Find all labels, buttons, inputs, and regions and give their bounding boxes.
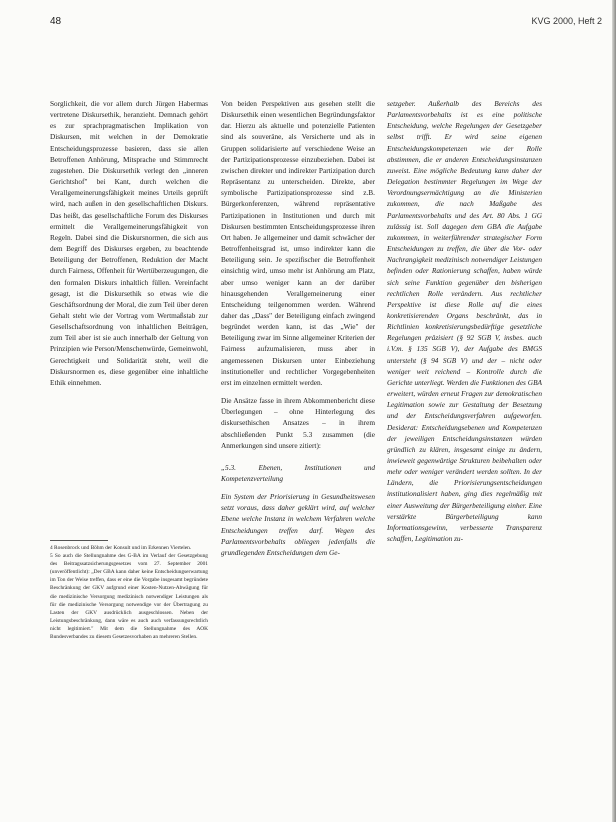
page-number: 48 — [50, 16, 62, 27]
body-paragraph: Von beiden Perspektiven aus gesehen stellt die Diskursethik einen wesentlichen Begründungsfaktor dar. Hierzu als aktuelle und potenzielle Patienten sind als souveräne, als Versicherte und als in Gruppen solidarisierte auf verschiedene Weise an der Partizipationsprozesse einzubeziehen. Dabei ist zwischen direkter und indirekter Partizipation durch Repräsentanz zu unterscheiden. Direkte, aber symbolische Partizipationsprozesse sind z.B. Bürgerkonferenzen, während repräsentative Partizipationen in Institutionen und durch mit Diskursen bestimmten Entscheidungsprozesse ihren Ort haben. Je allgemeiner und damit schwächer der Betroffenheitsgrad ist, umso indirekter kann die Beteiligung sein. Je spezifischer die Betroffenheit einsichtig wird, umso mehr ist Anhörung am Platz, aber umso weniger kann an der darüber hinausgehenden Verallgemeinerung einer Entscheidung teilgenommen werden. Während daher das „Dass" der Beteiligung einfach zwingend begründet werden kann, ist das „Wie" der Beteiligung zwar im Sinne allgemeiner Kriterien der Fairness aufzumalisieren, muss aber in angemessenen Diskursen unter Einbeziehung institutioneller und rechtlicher Vorgegebenheiten erst im einzelnen ermittelt werden. — [221, 99, 375, 387]
running-title: KVG 2000, Heft 2 — [531, 16, 602, 26]
footnotes — [50, 540, 208, 641]
body-paragraph: Die Ansätze fasse in ihrem Abkommenbericht diese Überlegungen – ohne Hinterlegung des diskursethischen Ansatzes – in ihrem abschließenden Punkt 5.3 zusammen (die Anmerkungen sind unsere zitiert): — [221, 396, 375, 450]
column-middle — [221, 98, 375, 558]
page-edge-shadow — [612, 0, 616, 822]
footnote: 4 Rosenbrock und Böhm der Konsult und im Erkennen Viertelen. — [50, 545, 192, 551]
quote-paragraph: Ein System der Priorisierung in Gesundheitswesen setzt voraus, dass daher geklärt wird, auf welcher Ebene welche Instanz in welchem Verfahren welche Entscheidungen treffen darf. Wegen des Parlamentsvorbehalts obliegen jedenfalls die grundlegenden Entscheidungen dem Ge- — [221, 492, 375, 557]
section-heading: „5.3. Ebenen, Institutionen und Kompetenzverteilung — [221, 462, 375, 483]
column-right — [387, 98, 542, 544]
body-paragraph: Sorglichkeit, die vor allem durch Jürgen Habermas vertretene Diskursethik, heranzieht. Demnach gehört es zur sprachpragmatischen Implikation von Diskursen, mit welchen in der Demokratie Entscheidungsprozesse basieren, dass sie allen Betroffenen Anhörung, Mitsprache und Stimmrecht zugestehen. Die Diskursethik verlegt den „inneren Gerichtshof" bei Kant, durch welchen die Verallgemeinerungsfähigkeit meines Urteils geprüft wird, nach außen in den gesellschaftlichen Diskurs. Das heißt, das gesellschaftliche Forum des Diskurses ermittelt die Verallgemeinerungsfähigkeit von Regeln. Dabei sind die Diskursnormen, die sich aus dem Begriff des Diskurses ergeben, zu beachtende Beteiligung der Betroffenen, Reduktion der Macht durch Fairness, Offenheit für Wertüberzeugungen, die den formalen Diskurs inhaltlich füllen. Vereinfacht gesagt, ist die Diskursethik so etwas wie die Geschäftsordnung der Moral, die zum Teil über deren Gehalt steht wie der Vortrag vom Wertmaßstab zur Gesellschaftsordnung von inhaltlichen Beiträgen, zum Teil aber ist sie auch innerhalb der Geltung von Prinzipien wie Person/Menschenwürde, Gemeinwohl, Gerechtigkeit und Solidarität steht, weil die Diskursnormen es, diese gegenüber eine inhaltliche Ethik einnehmen. — [50, 99, 208, 387]
quote-paragraph: setzgeber. Außerhalb des Bereichs des Parlamentsvorbehalts ist es eine politische Entscheidung, welche Regelungen der Gesetzgeber selbst trifft. Er wird seine eigenen Entscheidungskompetenzen wie der Rolle abstimmen, die er anderen Entscheidungsinstanzen zuweist. Eine mögliche Bedeutung kann daher der Delegation bestimmter Regelungen im Wege der Verordnungsermächtigung an die Ministerien zukommen, die nach Maßgabe des Parlamentsvorbehalts und des Art. 80 Abs. 1 GG zulässig ist. Soll dagegen dem GBA die Aufgabe zukommen, in weiterführender strategischer Form Entscheidungen zu treffen, die über die Vor- oder Nachrangigkeit medizinisch notwendiger Leistungen befinden oder Rationierung schaffen, haben würde sich seine Funktion gegenüber den bisherigen rechtlichen Rolle verändern. Aus rechtlicher Perspektive ist diese Rolle auf die eines konkretisierenden Organs beschränkt, das in Richtlinien konkretisierungsbedürftige gesetzliche Regelungen präzisiert (§ 92 SGB V, insbes. auch i.V.m. § 135 SGB V), der Aufgabe des BMGS untersteht (§ 94 SGB V) und der – nicht oder weniger weit reichend – Kontrolle durch die Gerichte unterliegt. Werden die Funktionen des GBA erweitert, würden erneut Fragen zur demokratischen Legitimation sowie zur Gestaltung der Besetzung und der Entscheidungsverfahren aufgeworfen. Desiderat: Entscheidungsebenen und Kompetenzen der jeweiligen Entscheidungsinstanzen würden gründlich zu klären, insgesamt einige zu ändern, inwieweit gegenwärtige Strukturen beibehalten oder mehr oder weniger verändert werden sollten. In der Ländern, die Priorisierungsentscheidungen institutionalisiert haben, ging dies regelmäßig mit einer Ausweitung der Bürgerbeteiligung einher. Eine verstärkte Bürgerbeteiligung kann Informationsgewinn, verbesserte Transparenz schaffen, Legitimation zu- — [387, 99, 542, 544]
footnote: 5 So auch die Stellungnahme des G-BA im Verlauf der Gesetzgebung des Beitragssatzsicherungsgesetzes vom 27. September 2001 (unveröffentlicht): „Der GBA kann daher keine Entscheidungserwartung im Ton der Weise treffen, dass er eine die Vorgabe insgesamt begründete Beschränkung der GKV aufgrund einer Kosten-Nutzen-Abwägung für die medizinische Versorgung medizinisch notwendiger Leistungen als für die medizinische Versorgung notwendige vor der Übertragung zu Lasten der GKV ausdrücklich ausgeschlossen. Neben der Leistungsbeschränkung, dann wäre es auch auch verfassungsrechtlich nicht legitimiert." Mit dem die Stellungnahme des AOK Bundesverbandes zu diesem Gesetzesvorhaben an mehreren Stellen. — [50, 553, 208, 641]
footnote-rule — [50, 540, 108, 541]
column-left — [50, 98, 208, 388]
